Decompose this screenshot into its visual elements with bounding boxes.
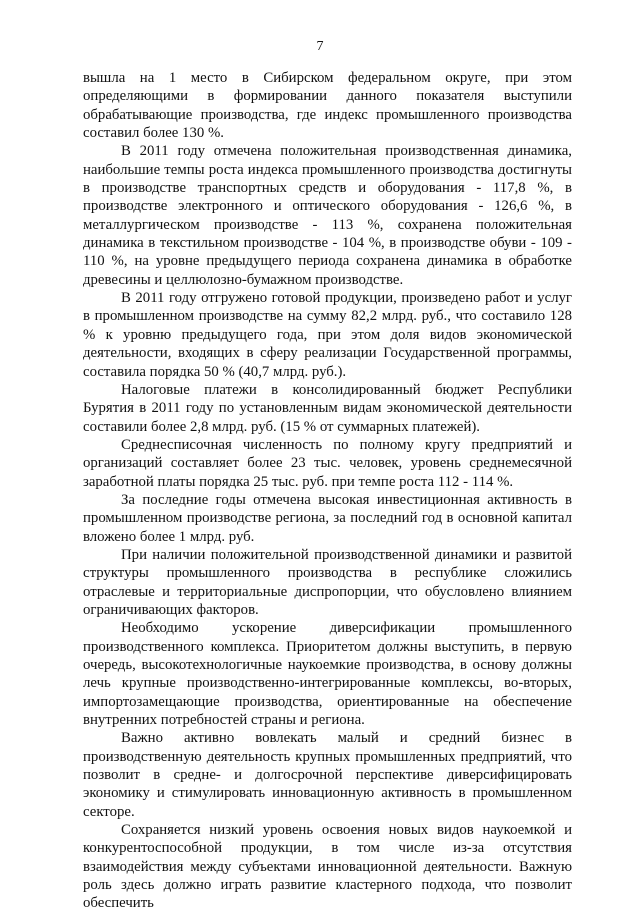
paragraph-2: В 2011 году отмечена положительная производственная динамика, наибольшие темпы роста индекса промышленного производства достигнуты в производстве транспортных средств и оборудования - 117,8 %, в производстве электронного и оптического оборудования - 126,6 %, в металлургическом производстве - 113 %, сохранена положительная динамика в текстильном производстве - 104 %, в производстве обуви - 109 - 110 %, на уровне предыдущего периода сохранена динамика в обработке древесины и целлюлозно-бумажном производстве. (83, 143, 572, 288)
paragraph-7: При наличии положительной производственной динамики и развитой структуры промышленного производства в республике сложились отраслевые и территориальные диспропорции, что обусловлено влиянием ограничивающих факторов. (83, 546, 572, 618)
paragraph-4: Налоговые платежи в консолидированный бюджет Республики Бурятия в 2011 году по установленным видам экономической деятельности составили более 2,8 млрд. руб. (15 % от суммарных платежей). (83, 381, 572, 435)
paragraph-1: вышла на 1 место в Сибирском федеральном округе, при этом определяющими в формировании данного показателя выступили обрабатывающие производства, где индекс промышленного производства составил более 130 %. (83, 70, 572, 142)
paragraph-10: Сохраняется низкий уровень освоения новых видов наукоемкой и конкурентоспособной продукции, в том числе из-за отсутствия взаимодействия между субъектами инновационной деятельности. Важную роль здесь должно играть развитие кластерного подхода, что позволит обеспечить (83, 822, 572, 912)
paragraph-5: Среднесписочная численность по полному кругу предприятий и организаций составляет более 23 тыс. человек, уровень среднемесячной заработной платы порядка 25 тыс. руб. при темпе роста 112 - 114 %. (83, 436, 572, 490)
paragraph-9: Важно активно вовлекать малый и средний бизнес в производственную деятельность крупных промышленных предприятий, что позволит в средне- и долгосрочной перспективе диверсифицировать экономику и стимулировать инновационную активность в промышленном секторе. (83, 730, 572, 820)
paragraph-3: В 2011 году отгружено готовой продукции, произведено работ и услуг в промышленном производстве на сумму 82,2 млрд. руб., что составило 128 % к уровню предыдущего года, при этом доля видов экономической деятельности, входящих в сферу реализации Государственной программы, составила порядка 50 % (40,7 млрд. руб.). (83, 290, 572, 380)
document-body (83, 69, 572, 913)
page-number: 7 (316, 39, 324, 54)
paragraph-8: Необходимо ускорение диверсификации промышленного производственного комплекса. Приоритетом должны выступить, в первую очередь, высокотехнологичные наукоемкие производства, в основу должны лечь крупные производственно-интегрированные комплексы, во-вторых, импортозамещающие производства, ориентированные на обеспечение внутренних потребностей страны и региона. (83, 620, 572, 729)
paragraph-6: За последние годы отмечена высокая инвестиционная активность в промышленном производстве региона, за последний год в основной капитал вложено более 1 млрд. руб. (83, 491, 572, 545)
